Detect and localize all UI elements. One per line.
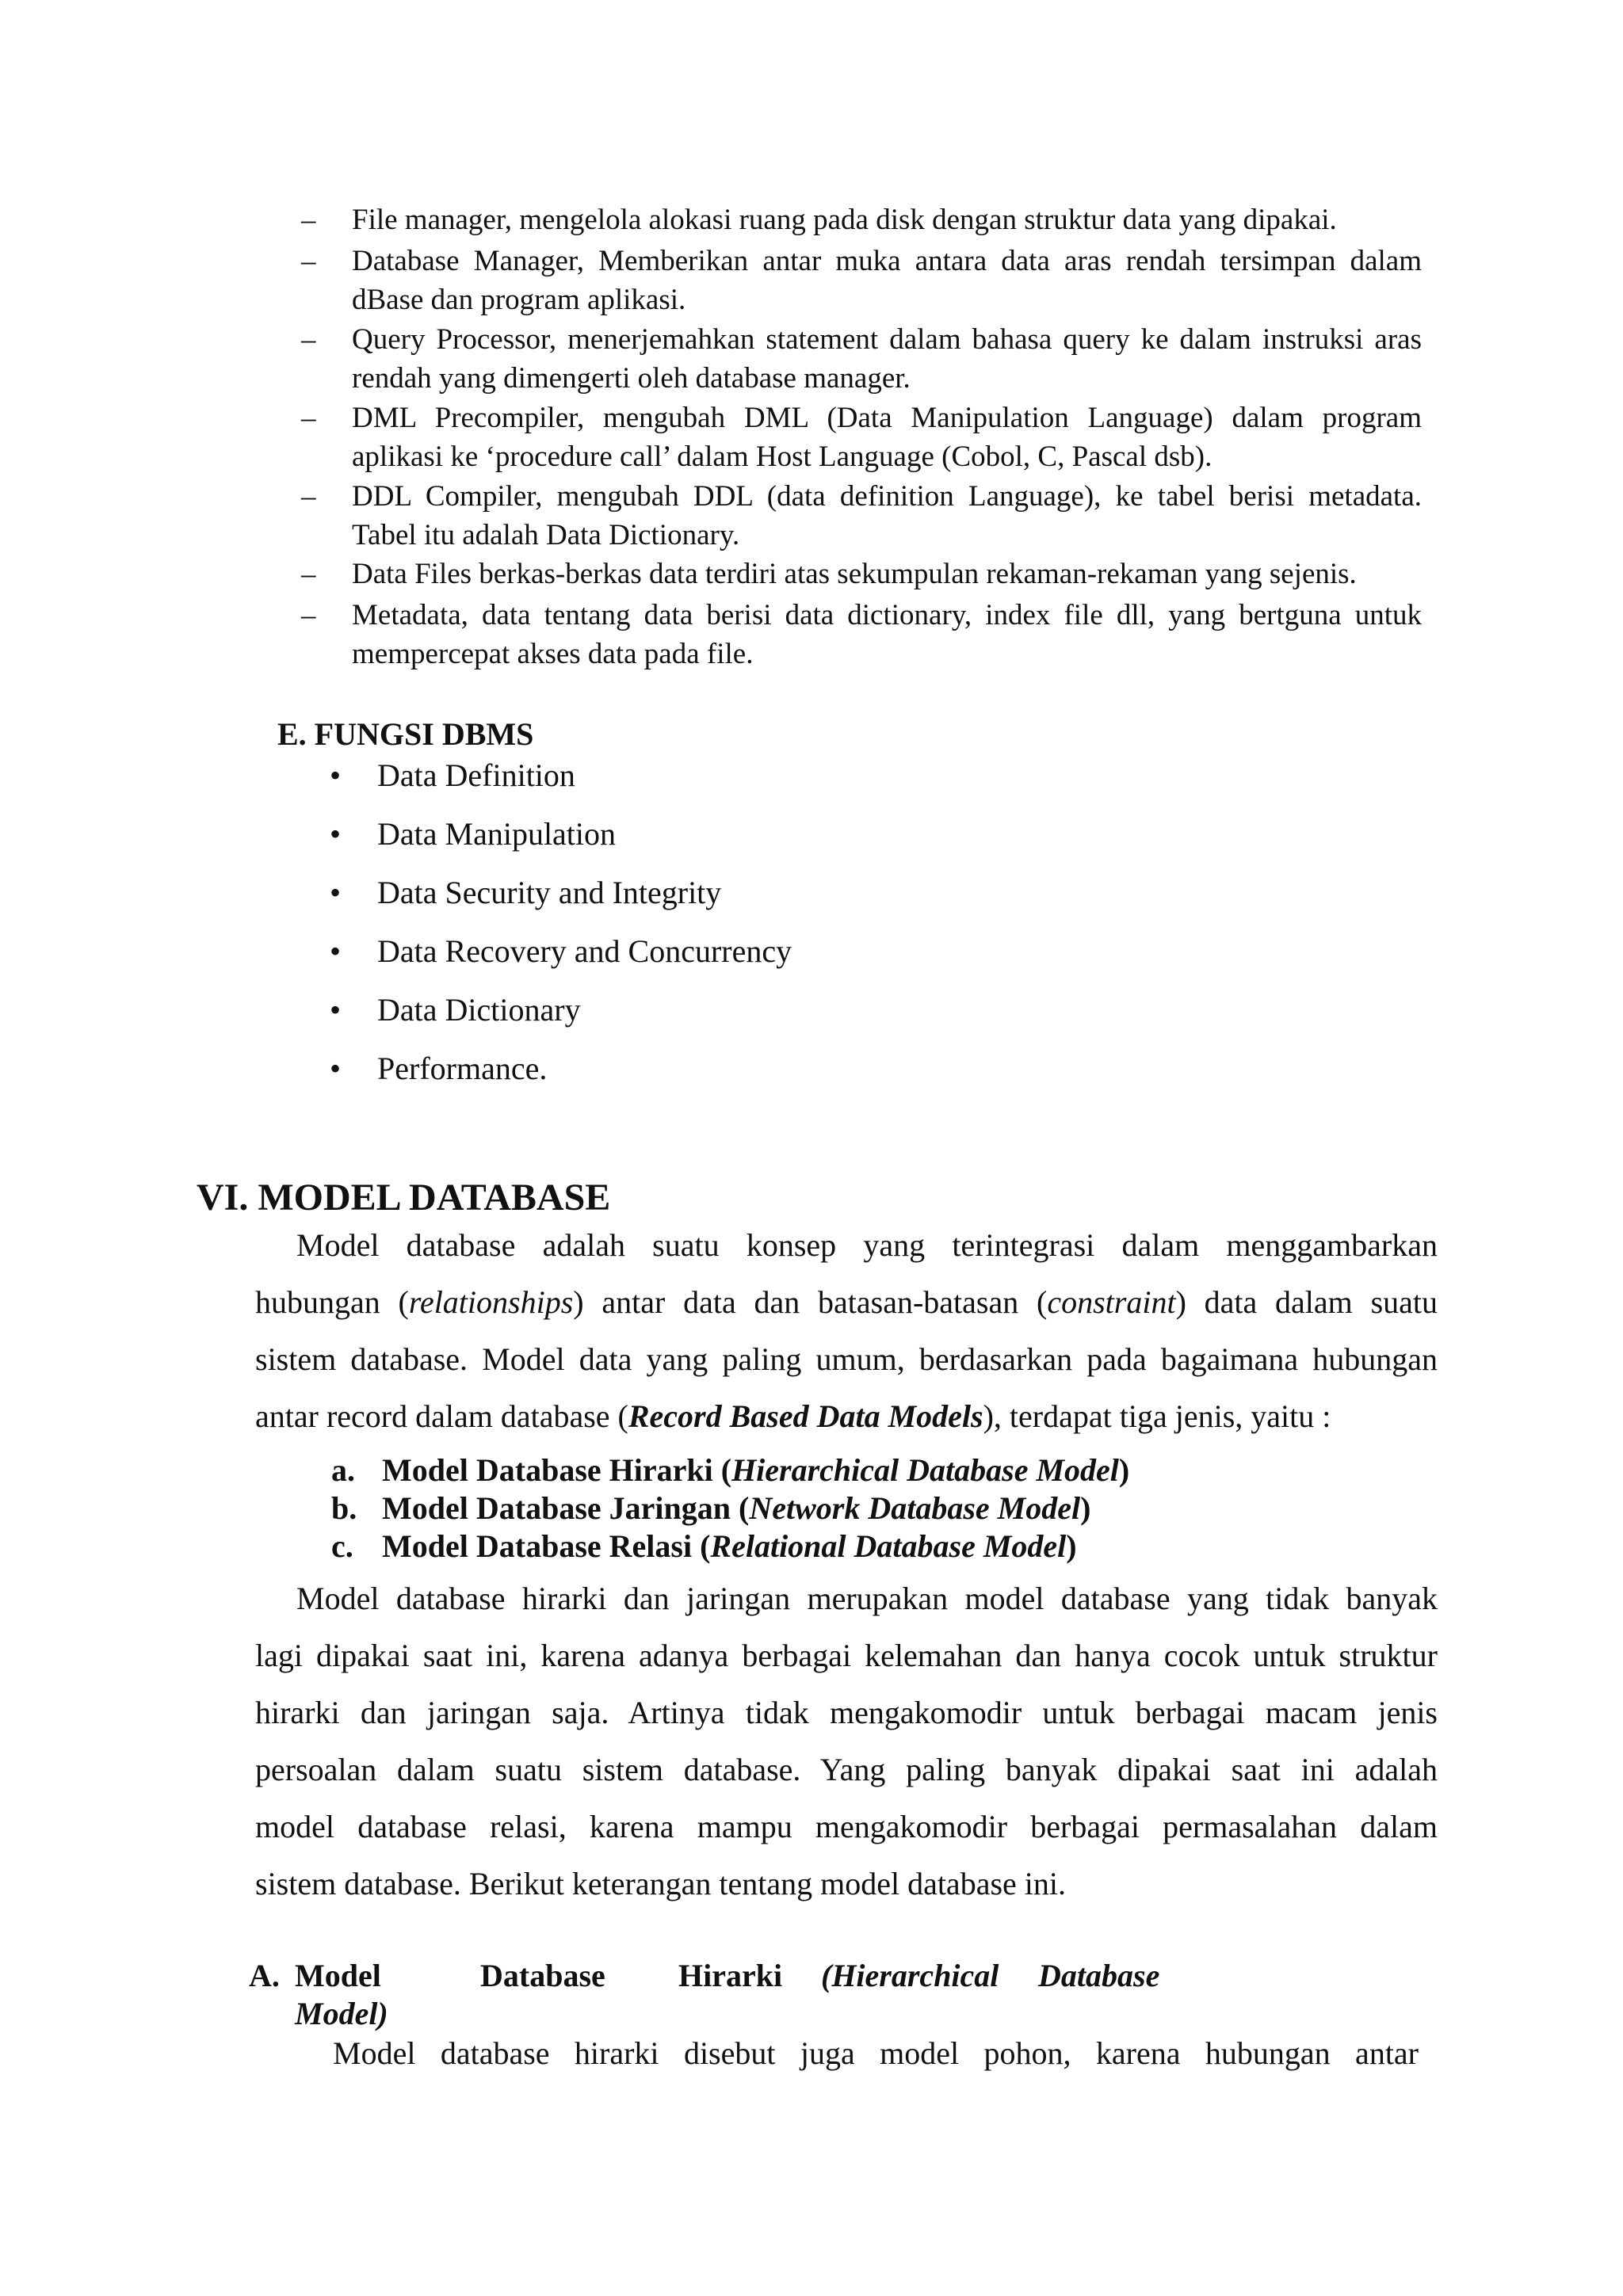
list-letter: a.: [331, 1452, 355, 1488]
list-item: [352, 596, 1422, 673]
intro-paragraph: [255, 1217, 1438, 1445]
text-run: ): [1066, 1528, 1077, 1564]
dash-marker: –: [301, 245, 316, 277]
paragraph-line: sistem database. Model data yang paling umum, berdasarkan pada bagaimana hubungan: [255, 1341, 1438, 1377]
text-run: Model Database Hirarki (: [382, 1452, 732, 1488]
list-item: Data Dictionary: [377, 992, 581, 1028]
italic-term: Hierarchical Database Model: [731, 1452, 1119, 1488]
section-heading-model-database: VI. MODEL DATABASE: [197, 1177, 611, 1219]
paragraph-line: Model database adalah suatu konsep yang terintegrasi dalam menggambarkan: [296, 1227, 1438, 1263]
list-item-line: DML Precompiler, mengubah DML (Data Manipulation Language) dalam program: [352, 402, 1422, 434]
bullet-marker: •: [330, 992, 342, 1028]
dash-marker: –: [301, 599, 316, 631]
list-item: Data Definition: [377, 757, 575, 793]
heading-word: Database: [480, 1958, 605, 1993]
paragraph-line: Model database hirarki dan jaringan merupakan model database yang tidak banyak: [296, 1581, 1438, 1616]
heading-word: (Hierarchical: [821, 1958, 999, 1993]
list-item-line: mempercepat akses data pada file.: [352, 638, 754, 670]
text-run: ): [1118, 1452, 1130, 1488]
text-run: ) data dalam suatu: [1175, 1284, 1438, 1320]
section-heading-fungsi-dbms: E. FUNGSI DBMS: [277, 716, 534, 752]
paragraph-line: hirarki dan jaringan saja. Artinya tidak mengakomodir untuk berbagai macam jenis: [255, 1695, 1438, 1730]
list-item-line: Metadata, data tentang data berisi data dictionary, index file dll, yang bertguna untuk: [352, 599, 1422, 631]
italic-term: constraint: [1047, 1284, 1176, 1320]
list-item: [352, 555, 1422, 593]
heading-word: Model: [295, 1958, 381, 1993]
list-item: Performance.: [377, 1051, 548, 1086]
list-item: Data Manipulation: [377, 816, 617, 852]
text-run: Model Database Jaringan (: [382, 1490, 750, 1526]
dash-marker: –: [301, 323, 316, 356]
list-item-line: DDL Compiler, mengubah DDL (data definition Language), ke tabel berisi metadata.: [352, 480, 1422, 513]
list-item: [352, 200, 1422, 239]
italic-term: relationships: [408, 1284, 574, 1320]
list-item: [352, 242, 1422, 319]
heading-word: Hirarki: [678, 1958, 783, 1993]
bullet-marker: •: [330, 816, 342, 852]
list-item: [352, 399, 1422, 476]
paragraph-line: lagi dipakai saat ini, karena adanya berbagai kelemahan dan hanya cocok untuk struktur: [255, 1638, 1438, 1673]
list-letter: b.: [331, 1490, 357, 1526]
list-item-line: File manager, mengelola alokasi ruang pada disk dengan struktur data yang dipakai.: [352, 204, 1337, 236]
bullet-marker: •: [330, 933, 342, 969]
dash-marker: –: [301, 558, 316, 590]
list-item-line: Data Files berkas-berkas data terdiri atas sekumpulan rekaman-rekaman yang sejenis.: [352, 558, 1357, 590]
subsection-letter: A.: [249, 1958, 280, 1993]
paragraph-line: model database relasi, karena mampu mengakomodir berbagai permasalahan dalam: [255, 1809, 1438, 1844]
model-name: [382, 1489, 1090, 1527]
list-item-line: Query Processor, menerjemahkan statement dalam bahasa query ke dalam instruksi aras: [352, 323, 1422, 356]
italic-term: Relational Database Model: [710, 1528, 1067, 1564]
paragraph-line: [255, 1388, 1438, 1445]
list-item-line: Tabel itu adalah Data Dictionary.: [352, 519, 740, 551]
list-item: [352, 477, 1422, 555]
dash-marker: –: [301, 402, 316, 434]
heading-word: Model): [295, 1996, 388, 2031]
heading-word: Database: [1038, 1958, 1160, 1993]
heading-line: [295, 1995, 388, 2033]
text-run: ), terdapat tiga jenis, yaitu :: [983, 1398, 1331, 1434]
dash-marker: –: [301, 204, 316, 236]
list-item-line: aplikasi ke ‘procedure call’ dalam Host Language (Cobol, C, Pascal dsb).: [352, 441, 1212, 473]
bold-italic-term: Record Based Data Models: [628, 1398, 983, 1434]
bullet-marker: •: [330, 875, 342, 910]
model-paragraph: [255, 1570, 1438, 1913]
list-item: Data Recovery and Concurrency: [377, 933, 792, 969]
list-item: [352, 320, 1422, 398]
hierarchical-paragraph: Model database hirarki disebut juga model pohon, karena hubungan antar: [333, 2035, 1419, 2071]
bullet-marker: •: [330, 757, 342, 793]
text-run: ): [1080, 1490, 1091, 1526]
text-run: Model Database Relasi (: [382, 1528, 711, 1564]
list-letter: c.: [331, 1528, 353, 1564]
paragraph-line: sistem database. Berikut keterangan tentang model database ini.: [255, 1866, 1066, 1901]
list-item-line: dBase dan program aplikasi.: [352, 284, 686, 316]
italic-term: Network Database Model: [749, 1490, 1081, 1526]
list-item-line: rendah yang dimengerti oleh database manager.: [352, 362, 911, 395]
list-item-line: Database Manager, Memberikan antar muka antara data aras rendah tersimpan dalam: [352, 245, 1422, 277]
model-name: [382, 1527, 1077, 1566]
paragraph-line: [255, 1274, 1438, 1331]
text-run: antar record dalam database (: [255, 1398, 628, 1434]
dash-marker: –: [301, 480, 316, 513]
text-run: ) antar data dan batasan-batasan (: [573, 1284, 1048, 1320]
text-run: hubungan (: [255, 1284, 409, 1320]
paragraph-line: persoalan dalam suatu sistem database. Yang paling banyak dipakai saat ini adalah: [255, 1752, 1438, 1787]
list-item: Data Security and Integrity: [377, 875, 722, 910]
bullet-marker: •: [330, 1051, 342, 1086]
model-name: [382, 1451, 1129, 1489]
